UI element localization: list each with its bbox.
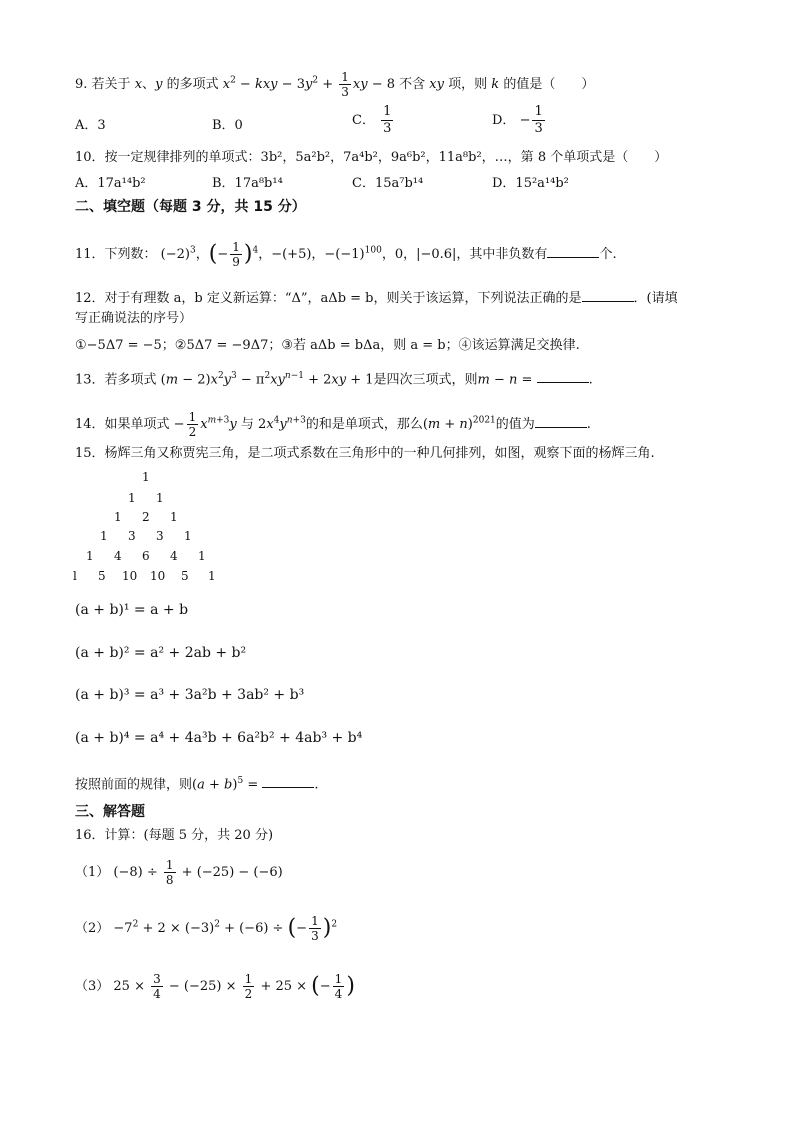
section-2-heading: 二、填空题（每题 3 分，共 15 分） [75,199,306,215]
q12-answer-blank[interactable] [582,287,634,302]
tri-cell: 1 [198,549,206,563]
q13-answer-blank[interactable] [537,368,589,383]
q14-intro: 14．如果单项式 [75,417,170,432]
tri-cell: 1 [184,529,192,543]
question-12-line2: 写正确说法的序号） [75,311,193,326]
question-9: 9. 若关于 x、y 的多项式 $x^2$ − kxy − $3y^2$ + $\frac{1}{3}$ xy − 8 不含 xy 项，则 k 的值是（ ） [75,70,595,99]
q12-text: 12．对于有理数 a，b 定义新运算：“Δ”，aΔb = b，则关于该运算，下列说法正确的是 [75,291,582,306]
tri-cell: 6 [142,549,150,563]
question-15: 15．杨辉三角又称贾宪三角，是二项式系数在三角形中的一种几何排列，如图，观察下面的杨辉三角. [75,446,655,461]
tri-cell: 1 [142,470,150,484]
expansion-2: (a + b)² = a² + 2ab + b² [75,645,247,661]
tri-cell: 1 [100,529,108,543]
q9-stem-c: 不含 [399,77,426,92]
q13-intro: 13．若多项式 [75,372,157,388]
q16-p3-label: （3） [75,979,110,994]
q9-option-d-label: D． [492,113,516,128]
tri-cell: 1 [156,491,164,505]
question-13: 13．若多项式 $(m - 2)x^2y^3 - \pi^2xy^{n-1} + 2xy + 1$是四次三项式，则m − n = . [75,366,593,390]
q16-p1-label: （1） [75,865,110,880]
q9-stem-d: 项，则 [448,77,488,92]
question-11: 11．下列数： $(-2)^3$，(− $\frac{1}{9}$ )$^4$，−(+5)，$-(-1)^{100}$，0，|−0.6|，其中非负数有 个. [75,240,617,269]
tri-cell: 4 [170,549,178,563]
tri-cell: 5 [98,569,106,583]
question-16-head: 16．计算：(每题 5 分，共 20 分) [75,828,274,843]
expansion-3: (a + b)³ = a³ + 3a²b + 3ab² + b³ [75,687,305,703]
q16-part-2: $(2) -7^2 + 2 \times (-3)^2 + (-6)$ ÷ (− $\frac{1}{3}$ )$^2$ [75,914,338,943]
q9-stem-b: 的多项式 [166,77,219,92]
tri-cell: 1 [170,510,178,524]
q16-part-1: （1） (−8) ÷ $\frac{1}{8}$ + (−25) − (−6) [75,858,283,887]
q15-ask-text: 按照前面的规律，则 [75,777,193,793]
tri-cell: 4 [114,549,122,563]
q11-answer-blank[interactable] [547,243,599,258]
q9-polynomial: $x^2$ − kxy − $3y^2$ + $\frac{1}{3}$ xy − 8 [222,70,395,99]
q16-p2-label: （2） [75,921,110,936]
tri-cell: 10 [150,569,166,583]
tri-cell: 2 [142,510,150,524]
q11-mid: ，其中非负数有 [456,247,548,262]
q9-option-b: B．0 [212,118,243,133]
q9-option-d: D． − $\frac{1}{3}$ [492,104,543,136]
tri-cell: 1 [128,491,136,505]
q9-stem-e: 的值是（ ） [503,77,595,92]
q10-option-b: B．17a⁸b¹⁴ [212,176,283,191]
question-14: 14．如果单项式 − $\frac{1}{2}$ $x^{m+3}y$ 与 $2x^4y^{n+3}$的和是单项式，那么$(m + n)^{2021}$的值为 . [75,410,591,439]
question-12-line1 [75,287,678,309]
expansion-4: (a + b)⁴ = a⁴ + 4a³b + 6a²b² + 4ab³ + b⁴ [75,730,363,746]
q11-end: 个. [599,247,617,262]
section-3-heading: 三、解答题 [75,804,145,820]
q13-mid: 是四次三项式，则 [373,372,478,388]
tri-cell: 1 [208,569,216,583]
q9-option-c: C． $\frac{1}{3}$ [352,104,392,136]
tri-cell: 3 [128,529,136,543]
q9-stem-a: 若关于 [91,77,131,92]
q15-ask: 按照前面的规律，则$(a + b)^5$ = . [75,771,319,795]
tri-cell: 1 [114,510,122,524]
q12-text-end: ．(请填 [633,291,678,306]
tri-cell: 5 [181,569,189,583]
q9-option-a: A．3 [75,118,106,133]
q9-option-c-label: C． [352,113,375,128]
question-10: 10．按一定规律排列的单项式：3b²，5a²b²，7a⁴b²，9a⁶b²，11a⁸b²，…，第 8 个单项式是（ ） [75,150,668,165]
tri-cell: l [73,569,77,583]
tri-cell: 1 [86,549,94,563]
q10-option-d: D．15²a¹⁴b² [492,176,569,191]
question-12-line3: ①−5Δ7 = −5；②5Δ7 = −9Δ7；③若 aΔb = bΔa，则 a = b；④该运算满足交换律. [75,338,580,353]
tri-cell: 3 [156,529,164,543]
q13-end: . [588,372,593,388]
q14-and: 与 [240,417,254,432]
q14-mid: 的和是单项式，那么 [305,417,423,432]
q16-part-3: （3） 25 × $\frac{3}{4}$ − (−25) × $\frac{1}{2}$ + 25 × (− $\frac{1}{4}$ ) [75,972,355,1001]
q15-equals: = [247,777,259,793]
q15-end: . [314,777,319,793]
q14-end: . [586,417,591,432]
q11-intro: 11．下列数： [75,247,157,262]
q14-answer-blank[interactable] [535,413,587,428]
q9-number: 9. [75,77,88,92]
q10-option-c: C．15a⁷b¹⁴ [352,176,424,191]
q15-answer-blank[interactable] [262,773,314,788]
q14-ask: 的值为 [495,417,535,432]
tri-cell: 10 [122,569,138,583]
q10-option-a: A．17a¹⁴b² [75,176,146,191]
expansion-1: (a + b)¹ = a + b [75,602,189,618]
